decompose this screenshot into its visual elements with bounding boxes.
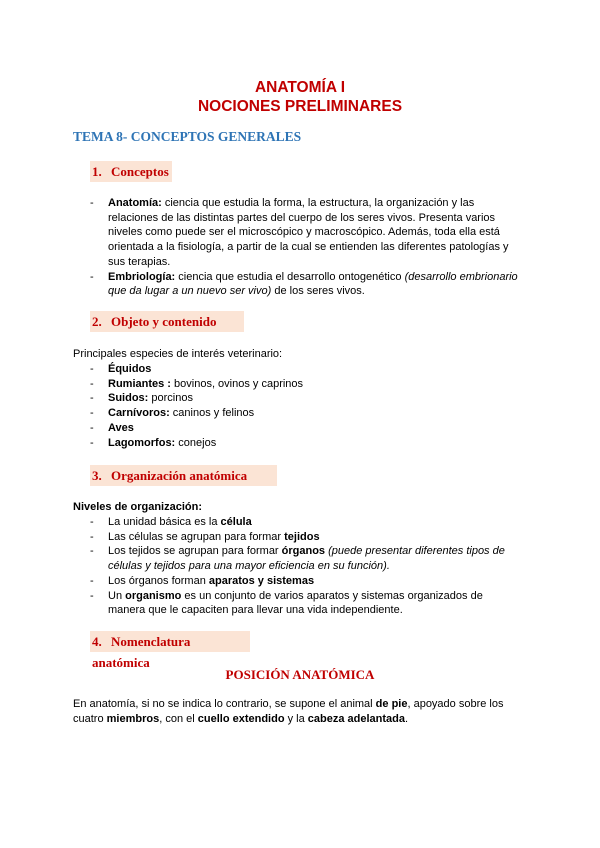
species-term: Aves xyxy=(108,421,134,434)
list-marker: - xyxy=(90,574,94,587)
list-marker: - xyxy=(90,377,94,390)
section-2-heading xyxy=(90,311,244,332)
section-1-list xyxy=(90,196,520,299)
definition-embriologia-tail: de los seres vivos. xyxy=(271,285,365,298)
level-term: célula xyxy=(220,516,252,528)
definition-embriologia-note: (desarrollo embrionario que da lugar a un nuevo ser vivo) xyxy=(108,270,518,298)
list-marker: - xyxy=(90,363,94,375)
list-item-level xyxy=(90,574,520,589)
level-text: Los órganos forman xyxy=(108,574,209,587)
list-item-species xyxy=(90,421,520,436)
list-item-species xyxy=(90,362,520,377)
list-item-species xyxy=(90,406,520,421)
organization-list xyxy=(90,515,520,618)
section-3-number: 3. xyxy=(92,468,102,483)
list-item-species xyxy=(90,377,520,392)
level-term: organismo xyxy=(125,589,182,602)
list-marker: - xyxy=(90,392,94,405)
para-bold: cabeza adelantada xyxy=(307,712,405,725)
level-text-post: es un conjunto de varios aparatos y sistemas organizados de manera que le capaciten para llevar una vida independiente. xyxy=(108,589,483,617)
definition-embriologia: ciencia que estudia el desarrollo ontogenético xyxy=(175,270,405,283)
para-text: , apoyado sobre los cuatro xyxy=(73,698,504,725)
level-text: Los tejidos se agrupan para formar xyxy=(108,545,282,558)
level-text: Un xyxy=(108,589,126,602)
section-1-number: 1. xyxy=(92,164,102,179)
para-bold: miembros xyxy=(106,712,160,725)
list-marker: - xyxy=(90,197,94,209)
title-line-1: ANATOMÍA I xyxy=(254,79,346,96)
para-text: y la xyxy=(284,712,308,725)
species-detail: caninos y felinos xyxy=(169,407,255,420)
list-marker: - xyxy=(90,530,94,543)
species-detail: conejos xyxy=(175,436,217,449)
species-list xyxy=(90,362,520,450)
para-bold: de pie xyxy=(375,698,408,710)
para-text: , con el xyxy=(159,712,198,725)
section-2-title: Objeto y contenido xyxy=(111,314,217,329)
section-4-number: 4. xyxy=(92,634,102,649)
para-bold: cuello extendido xyxy=(197,712,285,725)
para-text: En anatomía, si no se indica lo contrario, se supone el animal xyxy=(73,698,376,710)
species-term: Équidos xyxy=(108,363,152,375)
definition-anatomia: ciencia que estudia la forma, la estructura, la organización y las relaciones de las distintas partes del cuerpo de los seres vivos. Presenta varios niveles como puede ser el microscópico y macroscópico. Además, toda ella está orientada a la fisiología, a partir de la cual se entienden las diferentes patologías y sus terapias. xyxy=(108,197,509,268)
list-item-level xyxy=(90,589,520,618)
level-term: aparatos y sistemas xyxy=(208,574,315,587)
list-marker: - xyxy=(90,436,94,449)
section-2-number: 2. xyxy=(92,314,102,329)
list-marker: - xyxy=(90,545,94,558)
list-marker: - xyxy=(90,421,94,434)
section-1-heading xyxy=(90,161,172,182)
species-detail: porcinos xyxy=(148,392,193,405)
section-4-heading xyxy=(90,631,250,670)
level-text: La unidad básica es la xyxy=(108,516,221,528)
list-marker: - xyxy=(90,407,94,420)
document-title xyxy=(0,78,600,116)
species-term: Carnívoros: xyxy=(108,407,170,420)
list-item-anatomia xyxy=(90,196,520,270)
posicion-anatomica-paragraph xyxy=(73,697,523,726)
title-line-2: NOCIONES PRELIMINARES xyxy=(197,98,403,115)
term-anatomia: Anatomía: xyxy=(108,197,162,209)
section-2-intro: Principales especies de interés veterinario: xyxy=(73,348,283,360)
level-term: tejidos xyxy=(284,530,320,543)
section-1-title: Conceptos xyxy=(111,164,169,179)
species-term: Rumiantes : xyxy=(108,377,171,390)
level-term: órganos xyxy=(281,545,326,558)
list-item-level xyxy=(90,544,520,573)
section-3-intro: Niveles de organización: xyxy=(73,501,202,513)
species-term: Suidos: xyxy=(108,392,149,405)
species-term: Lagomorfos: xyxy=(108,436,176,449)
list-item-species xyxy=(90,391,520,406)
list-item-species xyxy=(90,436,520,451)
section-3-heading xyxy=(90,465,277,486)
posicion-anatomica-heading: POSICIÓN ANATÓMICA xyxy=(225,667,375,682)
tema-heading: TEMA 8- CONCEPTOS GENERALES xyxy=(73,129,302,144)
section-4-title: Nomenclatura anatómica xyxy=(92,634,191,670)
section-3-title: Organización anatómica xyxy=(111,468,248,483)
term-embriologia: Embriología: xyxy=(108,270,176,283)
list-item-level xyxy=(90,515,520,530)
level-text: Las células se agrupan para formar xyxy=(108,530,285,543)
list-item-level xyxy=(90,530,520,545)
list-marker: - xyxy=(90,589,94,602)
list-marker: - xyxy=(90,270,94,283)
species-detail: bovinos, ovinos y caprinos xyxy=(170,377,304,390)
list-item-embriologia xyxy=(90,270,520,299)
list-marker: - xyxy=(90,516,94,528)
para-text: . xyxy=(405,712,409,725)
level-note: (puede presentar diferentes tipos de células y tejidos para una mayor eficiencia en su función). xyxy=(108,545,505,573)
